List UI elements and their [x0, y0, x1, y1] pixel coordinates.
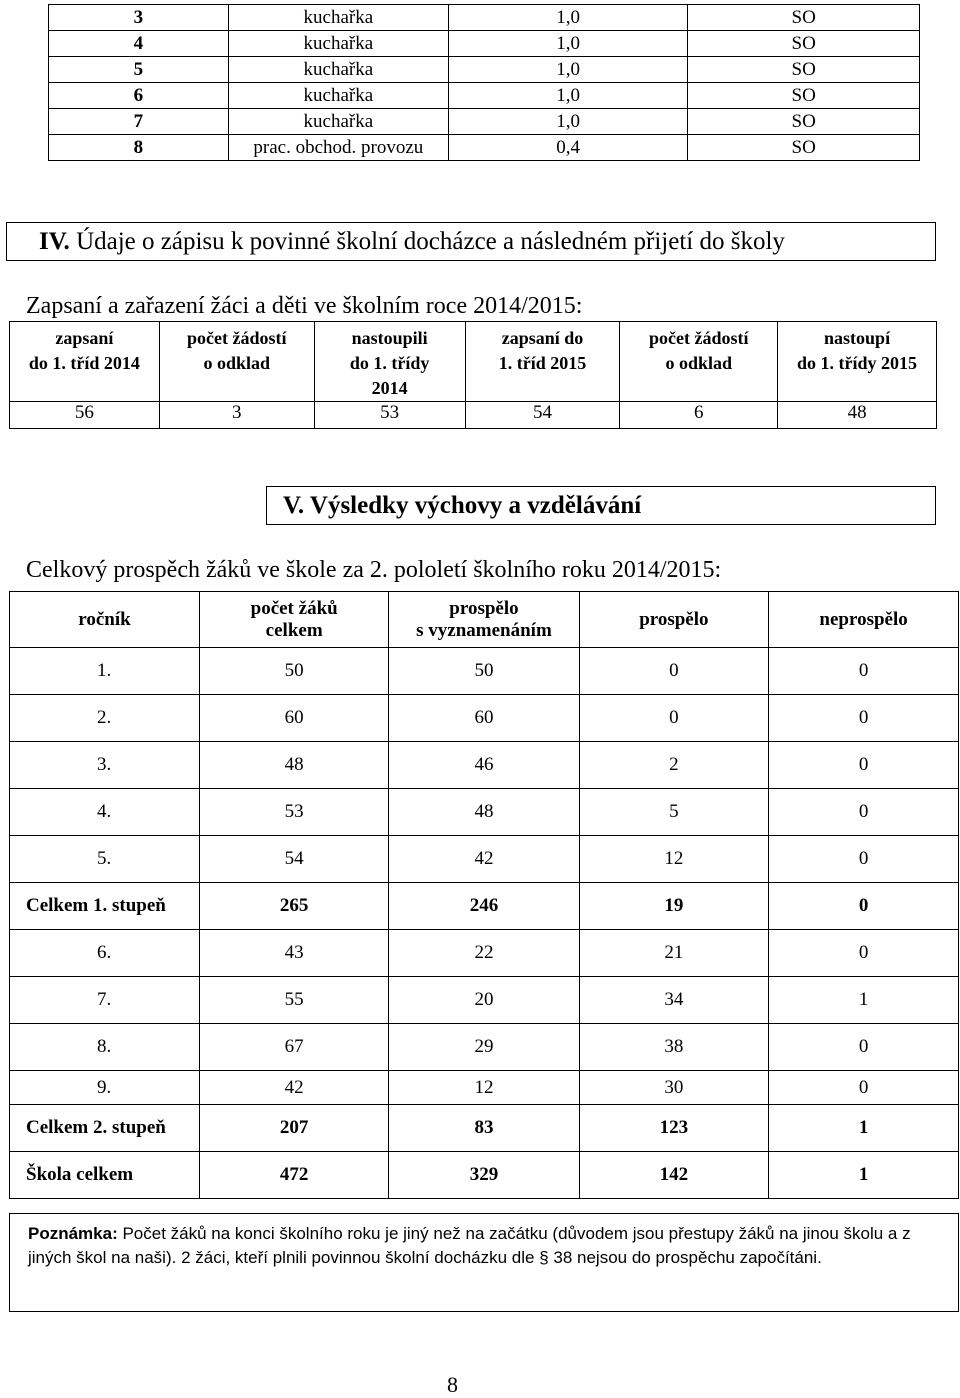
results-cell: 34 [579, 977, 769, 1024]
results-cell: 1 [769, 977, 959, 1024]
section-iv-number: IV. [39, 228, 70, 255]
results-cell: 0 [769, 883, 959, 930]
staff-cell: 1,0 [448, 57, 688, 83]
results-cell: 0 [769, 836, 959, 883]
results-row [10, 1105, 959, 1152]
results-cell: 1 [769, 1152, 959, 1199]
section-v-heading [266, 486, 936, 525]
staff-cell: 3 [49, 5, 229, 31]
staff-cell: SO [688, 57, 920, 83]
results-row [10, 1024, 959, 1071]
results-header-cell: neprospělo [769, 592, 959, 648]
section-v-title: Výsledky výchovy a vzdělávání [304, 492, 642, 519]
enrollment-header-cell: zapsaní do 1. tříd 2014 [10, 322, 160, 402]
results-cell: 0 [579, 695, 769, 742]
note-label: Poznámka: [28, 1224, 118, 1243]
results-cell: 0 [769, 789, 959, 836]
results-cell: 8. [10, 1024, 200, 1071]
staff-cell: 6 [49, 83, 229, 109]
results-table-body [10, 648, 959, 1199]
page-number: 8 [447, 1372, 458, 1397]
results-cell: 50 [199, 648, 388, 695]
results-cell: 5. [10, 836, 200, 883]
staff-cell: 7 [49, 109, 229, 135]
results-header-cell: ročník [10, 592, 200, 648]
staff-row [49, 109, 920, 135]
results-cell: 19 [579, 883, 769, 930]
staff-cell: kuchařka [228, 83, 448, 109]
staff-cell: prac. obchod. provozu [228, 135, 448, 161]
results-cell: 50 [389, 648, 579, 695]
results-cell: 20 [389, 977, 579, 1024]
results-cell: Celkem 2. stupeň [10, 1105, 200, 1152]
results-cell: 1. [10, 648, 200, 695]
section-v-number: V. [283, 492, 305, 519]
results-cell: 21 [579, 930, 769, 977]
results-cell: 7. [10, 977, 200, 1024]
results-cell: 29 [389, 1024, 579, 1071]
enrollment-value-cell: 48 [778, 402, 937, 429]
results-cell: 207 [199, 1105, 388, 1152]
staff-cell: SO [688, 135, 920, 161]
enrollment-header-row [10, 322, 937, 402]
staff-cell: 1,0 [448, 31, 688, 57]
results-cell: 0 [769, 648, 959, 695]
results-row [10, 789, 959, 836]
results-row [10, 1152, 959, 1199]
results-cell: 60 [389, 695, 579, 742]
enrollment-value-cell: 54 [465, 402, 620, 429]
staff-cell: 8 [49, 135, 229, 161]
results-cell: 53 [199, 789, 388, 836]
results-cell: 0 [769, 930, 959, 977]
results-cell: 123 [579, 1105, 769, 1152]
enrollment-value-row [10, 402, 937, 429]
staff-cell: 0,4 [448, 135, 688, 161]
enrollment-header-cell: nastoupí do 1. třídy 2015 [778, 322, 937, 402]
enrollment-header-cell: počet žádostí o odklad [620, 322, 778, 402]
staff-row [49, 57, 920, 83]
results-cell: 0 [769, 1071, 959, 1105]
results-cell: 12 [579, 836, 769, 883]
results-cell: 42 [389, 836, 579, 883]
results-cell: 55 [199, 977, 388, 1024]
section-iv-title: Údaje o zápisu k povinné školní docházce a následném přijetí do školy [69, 228, 785, 255]
enrollment-value-cell: 53 [314, 402, 465, 429]
results-cell: 0 [769, 695, 959, 742]
staff-cell: 5 [49, 57, 229, 83]
results-cell: 67 [199, 1024, 388, 1071]
enrollment-value-cell: 3 [159, 402, 314, 429]
staff-table-body [49, 5, 920, 161]
staff-row [49, 135, 920, 161]
results-cell: 60 [199, 695, 388, 742]
results-cell: 83 [389, 1105, 579, 1152]
results-cell: 42 [199, 1071, 388, 1105]
results-cell: 12 [389, 1071, 579, 1105]
note-box [9, 1213, 959, 1312]
staff-table [48, 4, 920, 161]
results-cell: 1 [769, 1105, 959, 1152]
results-row [10, 930, 959, 977]
results-row [10, 648, 959, 695]
results-row [10, 1071, 959, 1105]
results-cell: 5 [579, 789, 769, 836]
results-cell: 9. [10, 1071, 200, 1105]
results-header-cell: prospělo s vyznamenáním [389, 592, 579, 648]
staff-cell: kuchařka [228, 5, 448, 31]
staff-cell: SO [688, 31, 920, 57]
staff-cell: SO [688, 5, 920, 31]
results-cell: 246 [389, 883, 579, 930]
results-header-cell: počet žáků celkem [199, 592, 388, 648]
note-text: Počet žáků na konci školního roku je jiný než na začátku (důvodem jsou přestupy žáků na jinou školu a z jiných škol na naši). 2 žáci, kteří plnili povinnou školní docházku dle § 38 nejsou do prospěchu započítáni. [28, 1224, 911, 1267]
results-cell: 54 [199, 836, 388, 883]
staff-cell: 1,0 [448, 83, 688, 109]
staff-cell: 4 [49, 31, 229, 57]
results-cell: 0 [769, 742, 959, 789]
results-cell: 30 [579, 1071, 769, 1105]
results-cell: 48 [389, 789, 579, 836]
enrollment-table [9, 321, 937, 429]
results-cell: 4. [10, 789, 200, 836]
results-cell: Celkem 1. stupeň [10, 883, 200, 930]
staff-row [49, 31, 920, 57]
results-cell: Škola celkem [10, 1152, 200, 1199]
results-cell: 0 [579, 648, 769, 695]
staff-cell: kuchařka [228, 109, 448, 135]
results-cell: 2 [579, 742, 769, 789]
results-cell: 265 [199, 883, 388, 930]
staff-row [49, 5, 920, 31]
results-cell: 142 [579, 1152, 769, 1199]
results-cell: 0 [769, 1024, 959, 1071]
results-cell: 472 [199, 1152, 388, 1199]
results-header-row [10, 592, 959, 648]
results-row [10, 742, 959, 789]
results-table [9, 591, 959, 1199]
results-row [10, 695, 959, 742]
results-row [10, 883, 959, 930]
results-cell: 22 [389, 930, 579, 977]
results-cell: 43 [199, 930, 388, 977]
results-cell: 46 [389, 742, 579, 789]
enrollment-header-cell: zapsaní do 1. tříd 2015 [465, 322, 620, 402]
staff-cell: 1,0 [448, 109, 688, 135]
results-cell: 3. [10, 742, 200, 789]
enrollment-value-cell: 6 [620, 402, 778, 429]
staff-cell: SO [688, 109, 920, 135]
results-cell: 2. [10, 695, 200, 742]
results-cell: 38 [579, 1024, 769, 1071]
results-caption: Celkový prospěch žáků ve škole za 2. pololetí školního roku 2014/2015: [26, 557, 722, 583]
enrollment-caption: Zapsaní a zařazení žáci a děti ve školním roce 2014/2015: [26, 293, 583, 319]
results-header-cell: prospělo [579, 592, 769, 648]
results-cell: 6. [10, 930, 200, 977]
staff-cell: 1,0 [448, 5, 688, 31]
enrollment-value-cell: 56 [10, 402, 160, 429]
section-iv-heading [6, 222, 936, 261]
results-row [10, 977, 959, 1024]
results-row [10, 836, 959, 883]
results-cell: 48 [199, 742, 388, 789]
staff-cell: kuchařka [228, 57, 448, 83]
results-cell: 329 [389, 1152, 579, 1199]
staff-row [49, 83, 920, 109]
staff-cell: kuchařka [228, 31, 448, 57]
enrollment-header-cell: počet žádostí o odklad [159, 322, 314, 402]
enrollment-header-cell: nastoupili do 1. třídy 2014 [314, 322, 465, 402]
staff-cell: SO [688, 83, 920, 109]
